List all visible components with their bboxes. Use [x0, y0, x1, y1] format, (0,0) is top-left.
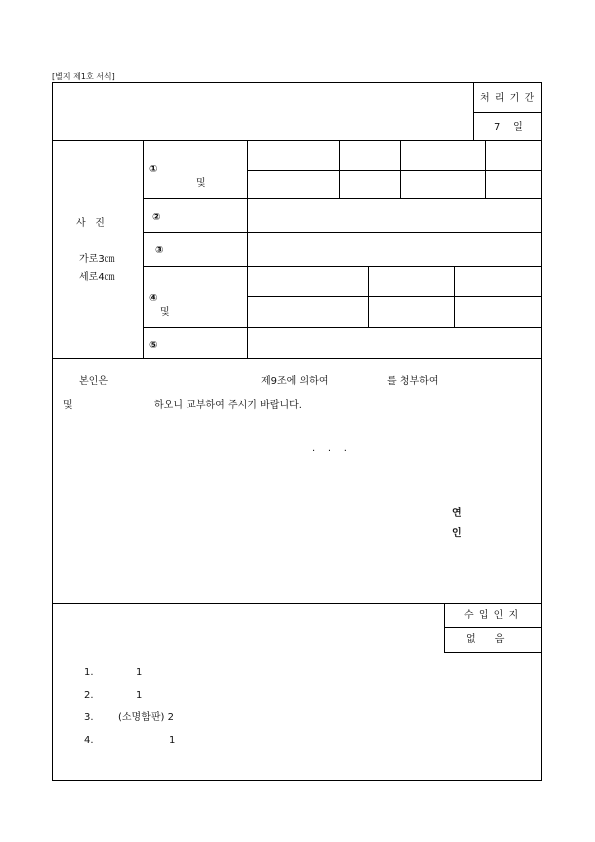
- outer-border-top: [52, 82, 542, 83]
- row-divider-3: [143, 266, 541, 267]
- field-4-and: 및: [160, 307, 170, 318]
- statement-line2-b: 하오니 교부하여 주시기 바랍니다.: [154, 400, 302, 411]
- photo-title: 사 진: [76, 218, 105, 229]
- row-divider-4: [143, 327, 541, 328]
- attachment-2-number: 2.: [84, 690, 94, 701]
- processing-box-left: [473, 82, 474, 140]
- row1-col-a: [339, 140, 340, 198]
- statement-line1-c: 를 청부하여: [387, 376, 439, 387]
- seal-mark-2: 인: [452, 528, 462, 539]
- photo-height: 세로4㎝: [79, 272, 115, 283]
- row1-sub-divider: [247, 170, 541, 171]
- revenue-stamp-label: 수 입 인 지: [464, 610, 520, 621]
- statement-line1-b: 제9조에 의하여: [261, 376, 329, 387]
- row1-col-b: [400, 140, 401, 198]
- info-table-bottom: [52, 358, 542, 359]
- row-divider-1: [143, 198, 541, 199]
- attachment-2-text: 1: [136, 690, 143, 701]
- processing-period-value: 7 일: [494, 122, 523, 133]
- form-label: [별지 제1호 서식]: [52, 72, 115, 81]
- row-divider-2: [143, 232, 541, 233]
- date-dots: . . .: [312, 443, 347, 454]
- outer-border-bottom: [52, 780, 542, 781]
- attachment-4-text: 1: [169, 735, 176, 746]
- title-section-divider: [52, 140, 542, 141]
- row4-sub-divider: [247, 296, 541, 297]
- field-3-number: ③: [155, 245, 164, 256]
- processing-period-label: 처 리 기 간: [480, 93, 536, 104]
- field-4-number: ④: [149, 293, 158, 304]
- field-2-number: ②: [152, 212, 161, 223]
- outer-border-left: [52, 82, 53, 780]
- attachment-4-number: 4.: [84, 735, 94, 746]
- attachment-3-text: (소명함판) 2: [118, 712, 174, 723]
- field-1-number: ①: [149, 164, 158, 175]
- statement-line2-a: 및: [63, 400, 73, 411]
- statement-line1-a: 본인은: [79, 376, 108, 387]
- revenue-stamp-value: 없 음: [466, 634, 505, 645]
- seal-mark-1: 연: [452, 508, 462, 519]
- attachment-1-number: 1.: [84, 667, 94, 678]
- stamp-box-bottom: [444, 652, 541, 653]
- attachment-section-divider: [52, 603, 542, 604]
- attachment-3-number: 3.: [84, 712, 94, 723]
- row4-col-b: [454, 266, 455, 327]
- attachment-1-text: 1: [136, 667, 143, 678]
- stamp-box-divider: [444, 627, 541, 628]
- row1-col-c: [485, 140, 486, 198]
- processing-box-divider: [473, 112, 541, 113]
- field-1-and: 및: [196, 178, 206, 189]
- outer-border-right: [541, 82, 542, 780]
- photo-width: 가로3㎝: [79, 254, 115, 265]
- field-5-number: ⑤: [149, 340, 158, 351]
- row4-col-a: [368, 266, 369, 327]
